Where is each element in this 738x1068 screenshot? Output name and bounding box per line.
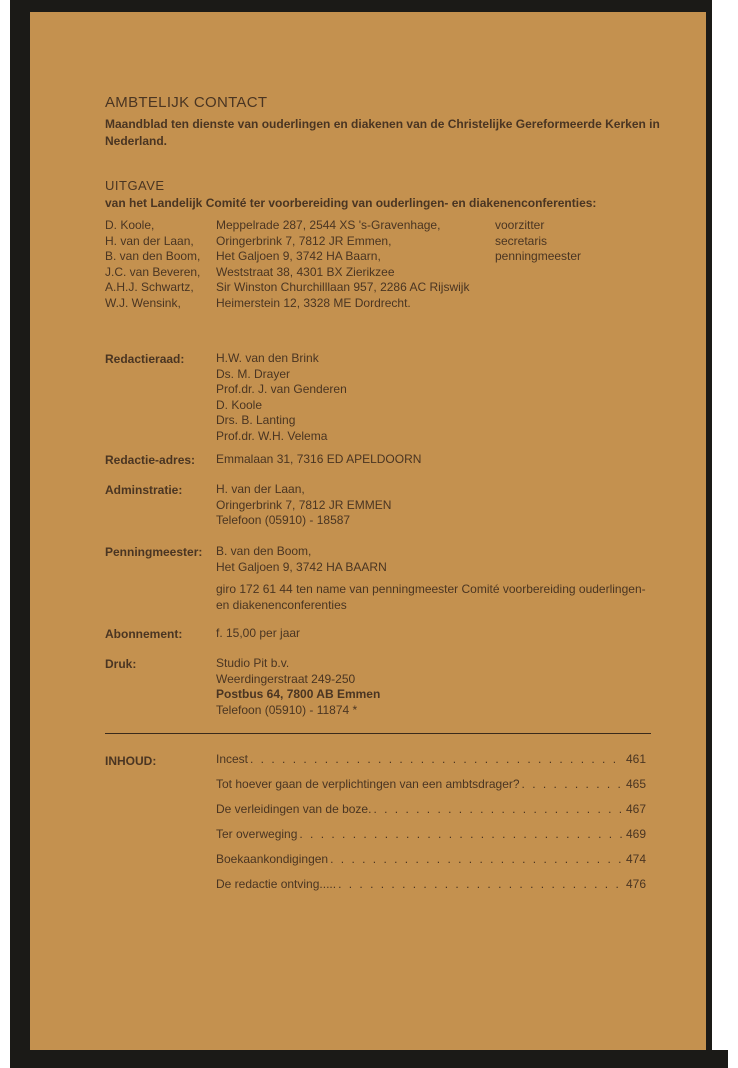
toc-page: 461 xyxy=(625,752,646,766)
druk-label: Druk: xyxy=(105,657,137,671)
member-role: secretaris xyxy=(495,233,548,248)
druk-value xyxy=(216,656,380,718)
toc-item xyxy=(216,752,646,777)
penningmeester-value xyxy=(216,544,387,575)
member-name: H. van der Laan, xyxy=(105,233,194,248)
redactieraad-member: H.W. van den Brink xyxy=(216,351,319,365)
toc-item xyxy=(216,802,646,827)
druk-line: Studio Pit b.v. xyxy=(216,656,290,670)
penningmeester-line: B. van den Boom, xyxy=(216,544,312,558)
member-name: B. van den Boom, xyxy=(105,249,201,263)
abonnement-label: Abonnement: xyxy=(105,627,183,641)
toc-page: 465 xyxy=(625,777,646,791)
toc-item xyxy=(216,852,646,877)
member-address: Oringerbrink 7, 7812 JR Emmen, xyxy=(216,233,392,248)
toc-page: 474 xyxy=(625,852,646,866)
administratie-label: Adminstratie: xyxy=(105,483,183,497)
redactieraad-member: Prof.dr. J. van Genderen xyxy=(216,382,347,396)
redactieraad-member: Prof.dr. W.H. Velema xyxy=(216,428,328,443)
administratie-line: Telefoon (05910) - 18587 xyxy=(216,513,351,527)
member-name: A.H.J. Schwartz, xyxy=(105,280,194,294)
toc-page: 469 xyxy=(625,827,646,841)
redactieraad-member: Ds. M. Drayer xyxy=(216,366,291,381)
toc-leader xyxy=(250,752,624,766)
toc-title: Ter overweging xyxy=(216,827,298,841)
penningmeester-line: Het Galjoen 9, 3742 HA BAARN xyxy=(216,559,387,574)
redactieraad-label: Redactieraad: xyxy=(105,352,185,366)
member-name: D. Koole, xyxy=(105,218,155,232)
toc-item xyxy=(216,827,646,852)
toc-page: 467 xyxy=(625,802,646,816)
member-address: Weststraat 38, 4301 BX Zierikzee xyxy=(216,264,395,279)
member-address: Sir Winston Churchilllaan 957, 2286 AC Rijswijk xyxy=(216,280,470,294)
scan-bottom-border xyxy=(22,1050,728,1068)
member-address: Heimerstein 12, 3328 ME Dordrecht. xyxy=(216,295,411,310)
redactieraad-list xyxy=(216,351,347,444)
member-address: Het Galjoen 9, 3742 HA Baarn, xyxy=(216,249,381,263)
administratie-value xyxy=(216,482,391,529)
toc-leader xyxy=(330,852,624,866)
scan-edge xyxy=(0,0,10,1068)
toc-item xyxy=(216,777,646,802)
member-role: penningmeester xyxy=(495,249,582,263)
toc-leader xyxy=(338,877,624,891)
toc-leader xyxy=(299,827,624,841)
druk-line: Postbus 64, 7800 AB Emmen xyxy=(216,687,381,701)
penningmeester-label: Penningmeester: xyxy=(105,545,203,559)
toc-title: Tot hoever gaan de verplichtingen van een ambtsdrager? xyxy=(216,777,520,791)
toc-page: 476 xyxy=(625,877,646,891)
toc-title: Boekaankondigingen xyxy=(216,852,329,866)
toc-title: De verleidingen van de boze. xyxy=(216,802,372,816)
divider-rule xyxy=(105,733,651,734)
administratie-line: H. van der Laan, xyxy=(216,482,305,496)
table-of-contents xyxy=(216,752,646,902)
druk-line: Telefoon (05910) - 11874 * xyxy=(216,702,358,717)
toc-title: Incest xyxy=(216,752,249,766)
toc-item xyxy=(216,877,646,902)
druk-line: Weerdingerstraat 249-250 xyxy=(216,671,356,686)
member-role: voorzitter xyxy=(495,218,545,232)
member-name: W.J. Wensink, xyxy=(105,295,181,310)
masthead-subtitle: Maandblad ten dienste van ouderlingen en diakenen van de Christelijke Gereformeerde Kerken in Nederland. xyxy=(105,117,660,148)
giro-text: giro 172 61 44 ten name van penningmeester Comité voorbereiding ouderlingen- en diakenenconferenties xyxy=(216,582,646,612)
uitgave-heading: UITGAVE xyxy=(105,178,165,193)
colophon-page xyxy=(30,12,706,1050)
uitgave-subtitle: van het Landelijk Comité ter voorbereiding van ouderlingen- en diakenenconferenties: xyxy=(105,196,597,210)
redactieraad-member: D. Koole xyxy=(216,397,263,412)
redactieraad-member: Drs. B. Lanting xyxy=(216,413,296,427)
toc-leader xyxy=(373,802,624,816)
masthead-title: AMBTELIJK CONTACT xyxy=(105,94,268,111)
toc-leader xyxy=(522,777,624,791)
redactie-adres-value: Emmalaan 31, 7316 ED APELDOORN xyxy=(216,452,422,466)
member-name: J.C. van Beveren, xyxy=(105,264,201,279)
inhoud-label: INHOUD: xyxy=(105,754,157,768)
redactie-adres-label: Redactie-adres: xyxy=(105,453,196,467)
administratie-line: Oringerbrink 7, 7812 JR EMMEN xyxy=(216,497,392,512)
abonnement-value: f. 15,00 per jaar xyxy=(216,626,301,640)
toc-title: De redactie ontving..... xyxy=(216,877,337,891)
member-address: Meppelrade 287, 2544 XS 's-Gravenhage, xyxy=(216,218,441,232)
